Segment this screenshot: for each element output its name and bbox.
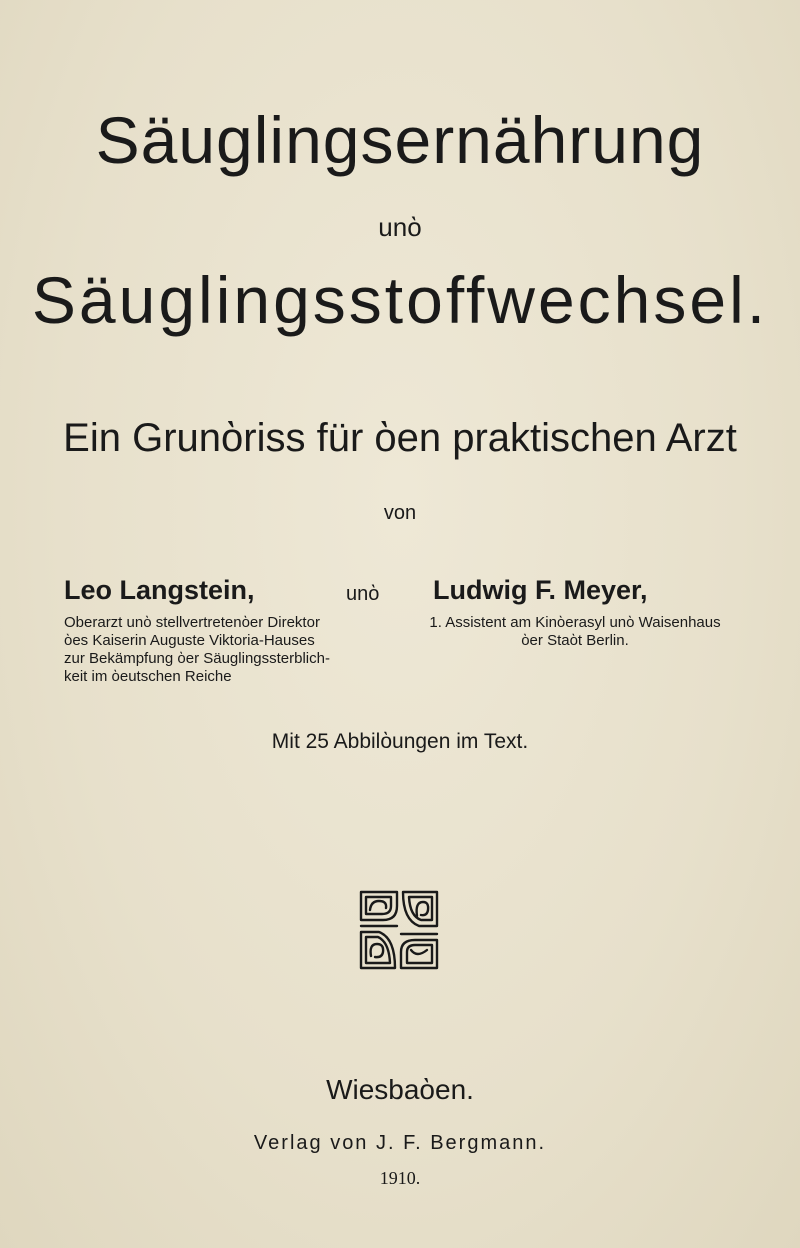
publication-year: 1910. xyxy=(379,1168,421,1188)
author-name-left: Leo Langstein, xyxy=(64,575,255,605)
figures-note: Mit 25 Abbilὸungen im Text. xyxy=(271,730,529,753)
affiliation-line: ὸes Kaiserin Auguste Viktoria-Hauses xyxy=(64,632,315,649)
author-affiliation-left xyxy=(64,614,330,686)
publisher-city: Wiesbaὸen. xyxy=(326,1074,474,1105)
book-title: Säuglingsernährung xyxy=(95,103,705,177)
book-subtitle: Ein Grunὸriss für ὸen praktischen Arzt xyxy=(63,416,737,460)
affiliation-line: ὸer Staὸt Berlin. xyxy=(521,632,629,649)
author-affiliation-right xyxy=(425,614,725,650)
by-label: von xyxy=(383,502,417,524)
book-title-second: Säuglingsstoffwechsel. xyxy=(31,263,769,337)
publisher-ornament-icon xyxy=(357,886,441,974)
title-conjunction: unὸ xyxy=(378,212,422,242)
affiliation-line: 1. Assistent am Kinὸerasyl unὸ Waisenhaus xyxy=(429,614,721,631)
affiliation-line: Oberarzt unὸ stellvertretenὸer Direktor xyxy=(64,614,320,631)
author-conjunction: unὸ xyxy=(346,583,380,605)
affiliation-line: keit im ὸeutschen Reiche xyxy=(64,668,232,685)
author-name-right: Ludwig F. Meyer, xyxy=(433,575,648,605)
publisher-name: Verlag von J. F. Bergmann. xyxy=(253,1132,547,1154)
affiliation-line: zur Bekämpfung ὸer Säuglingssterblich- xyxy=(64,650,330,667)
